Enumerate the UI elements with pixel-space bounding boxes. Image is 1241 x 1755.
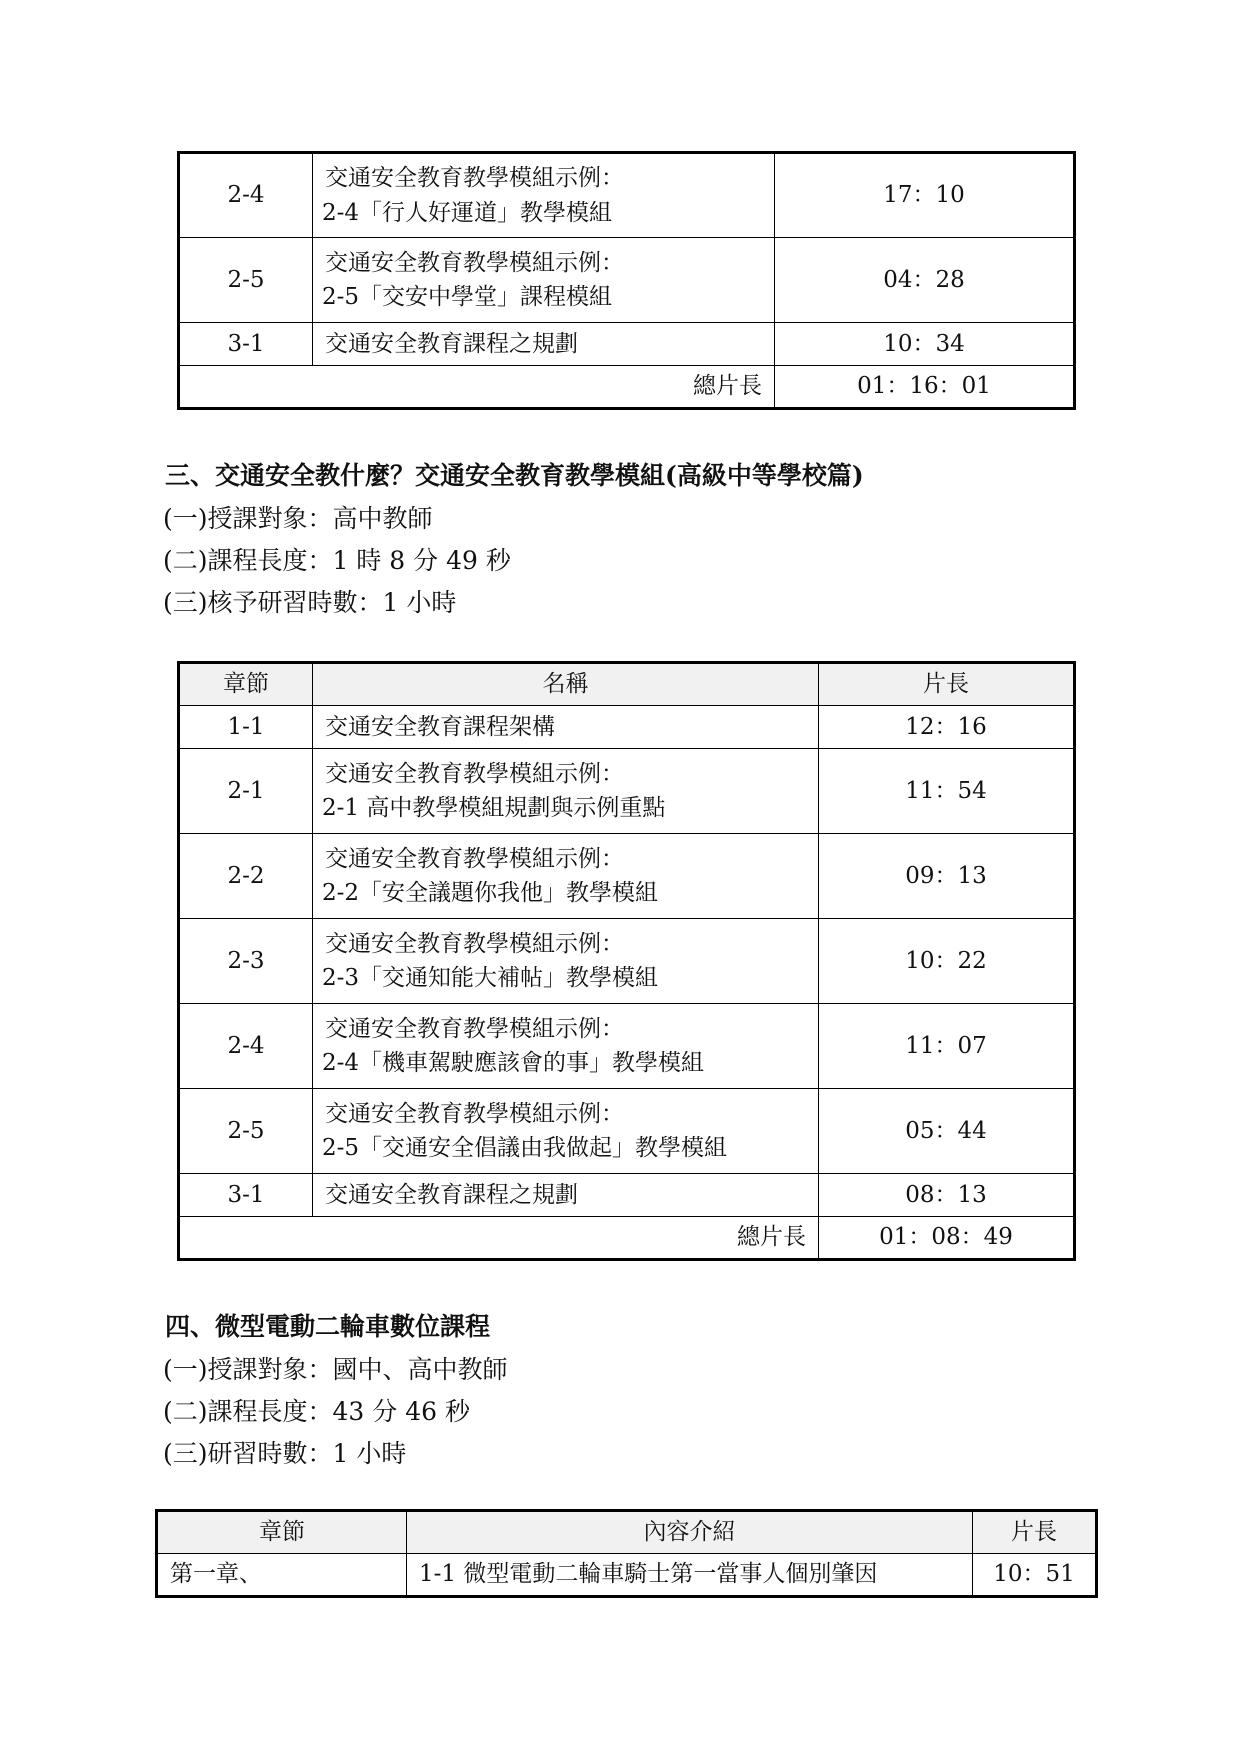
name-line-1: 交通安全教育教學模組示例：	[325, 249, 624, 276]
length-cell: 17：10	[775, 153, 1075, 238]
header-length: 片長	[973, 1511, 1097, 1554]
name-line-2: 2-5「交通安全倡議由我做起」教學模組	[322, 1135, 728, 1161]
course-table-1	[177, 151, 1076, 410]
table-header-row	[157, 1511, 1097, 1554]
length-cell: 10：51	[973, 1554, 1097, 1597]
length-cell: 09：13	[819, 834, 1075, 919]
name-cell	[313, 238, 775, 323]
name-cell	[313, 1004, 819, 1089]
chapter-cell: 2-1	[179, 749, 313, 834]
length-cell: 11：54	[819, 749, 1075, 834]
name-line-1: 交通安全教育教學模組示例：	[325, 1100, 624, 1127]
name-line-1: 交通安全教育教學模組示例：	[325, 930, 624, 957]
name-cell: 交通安全教育課程架構	[313, 706, 819, 749]
name-cell	[313, 834, 819, 919]
table-row	[179, 238, 1075, 323]
length-cell: 05：44	[819, 1089, 1075, 1174]
name-cell	[313, 1089, 819, 1174]
total-value: 01：16：01	[775, 366, 1075, 409]
course-table-3	[155, 1509, 1098, 1598]
name-line-1: 交通安全教育教學模組示例：	[325, 1015, 624, 1042]
length-cell: 08：13	[819, 1174, 1075, 1217]
course-table-2	[177, 661, 1076, 1261]
table-row	[179, 153, 1075, 238]
total-label: 總片長	[179, 366, 775, 409]
table-row	[157, 1554, 1097, 1597]
section-4-item-hours: (三)研習時數：1 小時	[163, 1439, 407, 1468]
table-row	[179, 1174, 1075, 1217]
table-row	[179, 834, 1075, 919]
chapter-cell: 2-5	[179, 1089, 313, 1174]
section-4-item-length: (二)課程長度：43 分 46 秒	[163, 1397, 470, 1426]
name-line-2: 2-1 高中教學模組規劃與示例重點	[322, 795, 666, 821]
chapter-cell: 2-5	[179, 238, 313, 323]
name-cell	[313, 749, 819, 834]
length-cell: 04：28	[775, 238, 1075, 323]
length-cell: 11：07	[819, 1004, 1075, 1089]
name-cell	[313, 153, 775, 238]
chapter-cell: 2-4	[179, 153, 313, 238]
chapter-cell: 2-3	[179, 919, 313, 1004]
length-cell: 12：16	[819, 706, 1075, 749]
chapter-cell: 3-1	[179, 323, 313, 366]
table-row	[179, 749, 1075, 834]
header-chapter: 章節	[157, 1511, 407, 1554]
total-label: 總片長	[179, 1217, 819, 1260]
name-line-1: 交通安全教育教學模組示例：	[325, 165, 624, 191]
total-value: 01：08：49	[819, 1217, 1075, 1260]
name-cell	[313, 919, 819, 1004]
chapter-cell: 3-1	[179, 1174, 313, 1217]
length-cell: 10：34	[775, 323, 1075, 366]
name-line-1: 交通安全教育教學模組示例：	[325, 760, 624, 787]
name-line-2: 2-3「交通知能大補帖」教學模組	[322, 965, 659, 991]
name-line-2: 2-5「交安中學堂」課程模組	[322, 284, 613, 310]
table-row	[179, 1089, 1075, 1174]
name-line-2: 2-4「行人好運道」教學模組	[322, 199, 613, 226]
total-row	[179, 1217, 1075, 1260]
name-line-2: 2-2「安全議題你我他」教學模組	[322, 880, 659, 906]
header-chapter: 章節	[179, 663, 313, 706]
section-4-item-audience: (一)授課對象：國中、高中教師	[163, 1355, 508, 1384]
section-3-item-hours: (三)核予研習時數：1 小時	[163, 588, 457, 617]
total-row	[179, 366, 1075, 409]
name-line-1: 交通安全教育教學模組示例：	[325, 845, 624, 872]
section-4-heading: 四、微型電動二輪車數位課程	[165, 1312, 491, 1341]
name-line-2: 2-4「機車駕駛應該會的事」教學模組	[322, 1050, 705, 1076]
table-row	[179, 323, 1075, 366]
chapter-cell: 2-4	[179, 1004, 313, 1089]
table-row	[179, 1004, 1075, 1089]
length-cell: 10：22	[819, 919, 1075, 1004]
table-header-row	[179, 663, 1075, 706]
section-3-heading: 三、交通安全教什麼？交通安全教育教學模組(高級中等學校篇)	[165, 461, 864, 490]
chapter-cell: 1-1	[179, 706, 313, 749]
chapter-cell: 2-2	[179, 834, 313, 919]
table-row	[179, 706, 1075, 749]
name-cell: 交通安全教育課程之規劃	[313, 323, 775, 366]
header-name: 名稱	[313, 663, 819, 706]
content-cell: 1-1 微型電動二輪車騎士第一當事人個別肇因	[407, 1554, 973, 1597]
name-cell: 交通安全教育課程之規劃	[313, 1174, 819, 1217]
table-row	[179, 919, 1075, 1004]
section-3-item-length: (二)課程長度：1 時 8 分 49 秒	[163, 546, 511, 575]
header-content: 內容介紹	[407, 1511, 973, 1554]
header-length: 片長	[819, 663, 1075, 706]
chapter-cell: 第一章、	[157, 1554, 407, 1597]
section-3-item-audience: (一)授課對象：高中教師	[163, 504, 433, 533]
